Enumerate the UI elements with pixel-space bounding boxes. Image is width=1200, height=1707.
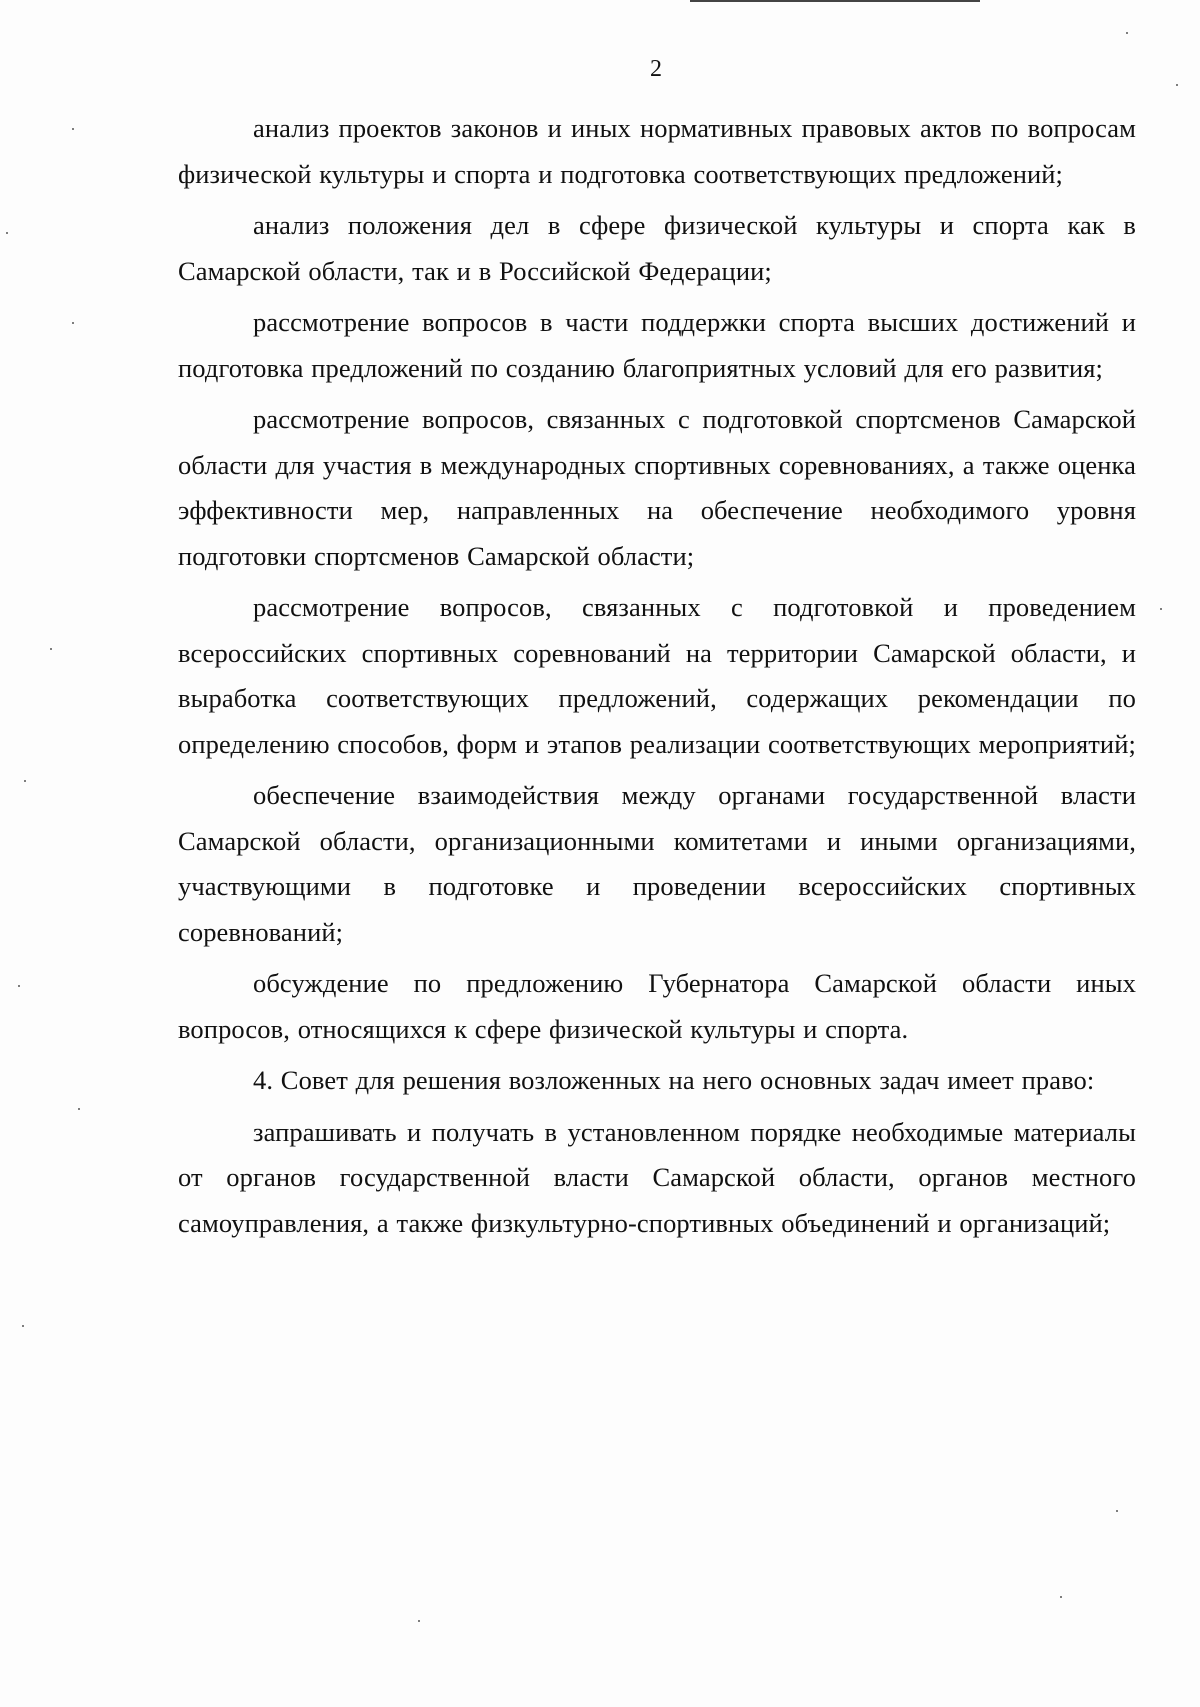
paragraph-3: рассмотрение вопросов в части поддержки спорта высших достижений и подготовка предложений по созданию благоприятных условий для его развития; xyxy=(178,307,1136,383)
paragraph-7: обсуждение по предложению Губернатора Самарской области иных вопросов, относящихся к сфере физической культуры и спорта. xyxy=(178,968,1136,1044)
scan-speck xyxy=(50,648,52,650)
scan-speck xyxy=(1060,1596,1062,1598)
scan-speck xyxy=(6,232,8,234)
page-number: 2 xyxy=(650,56,662,82)
paragraph-9: запрашивать и получать в установленном порядке необходимые материалы от органов государственной власти Самарской области, органов местного самоуправления, а также физкультурно-спортивных объединений и организаций; xyxy=(178,1116,1136,1238)
scan-speck xyxy=(72,322,74,324)
scan-speck xyxy=(418,1620,420,1622)
paragraph-2: анализ положения дел в сфере физической культуры и спорта как в Самарской области, так и в Российской Федерации; xyxy=(178,210,1136,286)
scan-speck xyxy=(1160,608,1162,610)
scan-speck xyxy=(18,985,20,987)
scan-speck xyxy=(1116,1510,1118,1512)
paragraph-8: 4. Совет для решения возложенных на него основных задач имеет право: xyxy=(253,1065,1095,1095)
document-body xyxy=(178,106,1136,1252)
paragraph-6: обеспечение взаимодействия между органами государственной власти Самарской области, организационными комитетами и иными организациями, участвующими в подготовке и проведении всероссийских спортивных соревнований; xyxy=(178,780,1136,947)
paragraph-4: рассмотрение вопросов, связанных с подготовкой спортсменов Самарской области для участия в международных спортивных соревнованиях, а также оценка эффективности мер, направленных на обеспечение необходимого уровня подготовки спортсменов Самарской области; xyxy=(178,404,1136,571)
paragraph-1: анализ проектов законов и иных нормативных правовых актов по вопросам физической культуры и спорта и подготовка соответствующих предложений; xyxy=(178,113,1136,189)
scan-speck xyxy=(22,1325,24,1327)
scan-speck xyxy=(1126,32,1128,34)
top-edge-line xyxy=(690,0,980,2)
scan-speck xyxy=(1176,84,1178,86)
scan-speck xyxy=(72,128,74,130)
scan-speck xyxy=(78,1108,80,1110)
paragraph-5: рассмотрение вопросов, связанных с подготовкой и проведением всероссийских спортивных соревнований на территории Самарской области, и выработка соответствующих предложений, содержащих рекомендации по определению способов, форм и этапов реализации соответствующих мероприятий; xyxy=(178,592,1136,759)
scan-speck xyxy=(24,780,26,782)
